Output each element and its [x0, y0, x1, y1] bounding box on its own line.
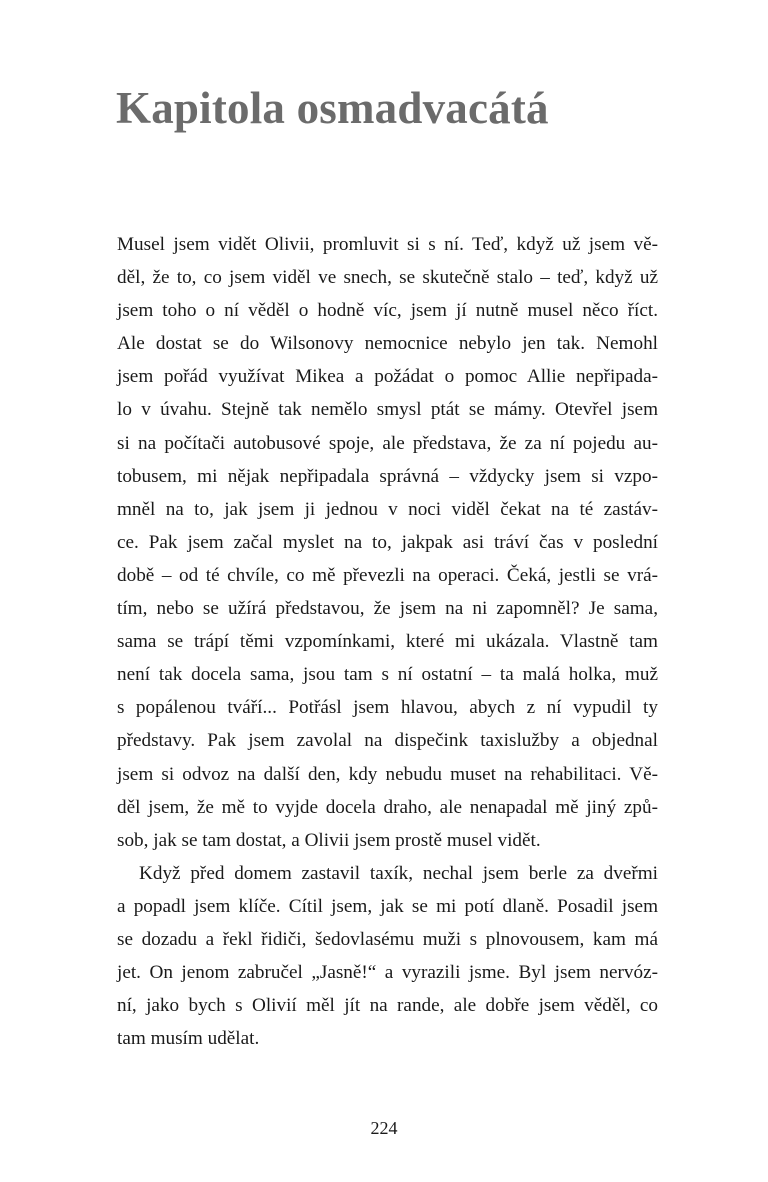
- paragraph-1: [117, 228, 658, 857]
- page-number: 224: [370, 1118, 398, 1138]
- text-line: sob, jak se tam dostat, a Olivii jsem prostě musel vidět.: [117, 829, 541, 851]
- text-line: představy. Pak jsem zavolal na dispečink taxislužby a objednal: [117, 730, 658, 752]
- paragraph-2: [117, 857, 658, 1056]
- text-line: Musel jsem vidět Olivii, promluvit si s ní. Teď, když už jsem vě-: [117, 234, 658, 255]
- text-line: jsem toho o ní věděl o hodně víc, jsem jí nutně musel něco říct.: [117, 300, 658, 322]
- text-line: lo v úvahu. Stejně tak nemělo smysl ptát se mámy. Otevřel jsem: [117, 399, 658, 421]
- text-line: tím, nebo se užírá představou, že jsem na ni zapomněl? Je sama,: [117, 598, 658, 620]
- text-line: mněl na to, jak jsem ji jednou v noci viděl čekat na té zastáv-: [117, 498, 658, 520]
- text-line: ce. Pak jsem začal myslet na to, jakpak asi tráví čas v poslední: [117, 531, 658, 553]
- text-line: Ale dostat se do Wilsonovy nemocnice nebylo jen tak. Nemohl: [117, 333, 658, 355]
- text-line: době – od té chvíle, co mě převezli na operaci. Čeká, jestli se vrá-: [117, 564, 658, 586]
- text-line: tobusem, mi nějak nepřipadala správná – vždycky jsem si vzpo-: [117, 465, 658, 487]
- text-line: jet. On jenom zabručel „Jasně!“ a vyrazili jsme. Byl jsem nervóz-: [117, 962, 658, 984]
- text-line: děl jsem, že mě to vyjde docela draho, ale nenapadal mě jiný způ-: [117, 796, 658, 818]
- body-text: [117, 228, 658, 1055]
- text-line: s popálenou tváří... Potřásl jsem hlavou, abych z ní vypudil ty: [117, 697, 658, 719]
- text-line: tam musím udělat.: [117, 1028, 260, 1050]
- text-line: jsem si odvoz na další den, kdy nebudu muset na rehabilitaci. Vě-: [117, 763, 658, 785]
- text-line: sama se trápí těmi vzpomínkami, které mi ukázala. Vlastně tam: [117, 631, 658, 653]
- text-line: Když před domem zastavil taxík, nechal jsem berle za dveřmi: [139, 862, 658, 884]
- chapter-title: Kapitola osmadvacátá: [116, 83, 549, 133]
- text-line: jsem pořád využívat Mikea a požádat o pomoc Allie nepřipada-: [117, 366, 658, 388]
- text-line: a popadl jsem klíče. Cítil jsem, jak se mi potí dlaně. Posadil jsem: [117, 895, 658, 917]
- text-line: ní, jako bych s Olivií měl jít na rande, ale dobře jsem věděl, co: [117, 995, 658, 1017]
- text-line: si na počítači autobusové spoje, ale představa, že za ní pojedu au-: [117, 432, 658, 454]
- text-line: není tak docela sama, jsou tam s ní ostatní – ta malá holka, muž: [117, 664, 658, 686]
- text-line: děl, že to, co jsem viděl ve snech, se skutečně stalo – teď, když už: [117, 267, 658, 289]
- text-line: se dozadu a řekl řidiči, šedovlasému muži s plnovousem, kam má: [117, 928, 658, 950]
